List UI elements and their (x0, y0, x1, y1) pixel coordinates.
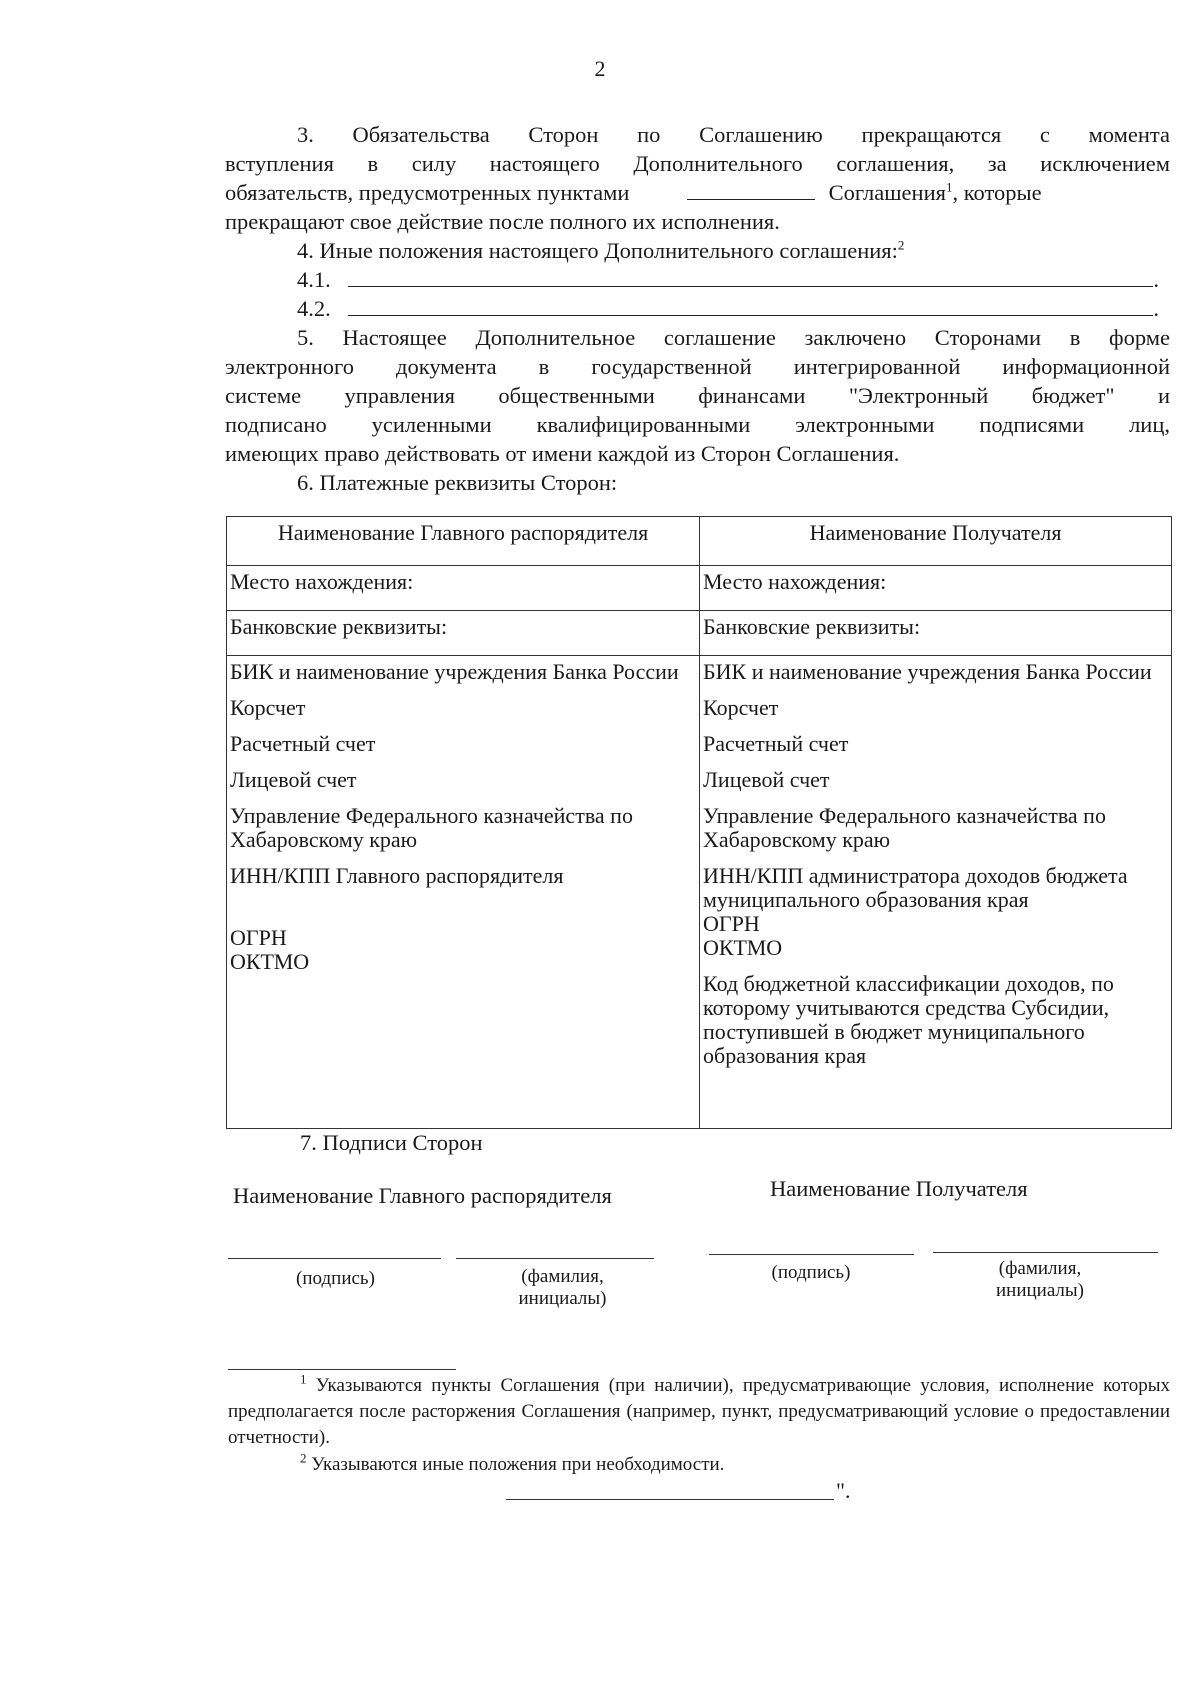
right-oktmo: ОКТМО (703, 935, 783, 960)
right-signature-caption: (подпись) (771, 1262, 851, 1283)
right-location: Место нахождения: (700, 566, 1172, 611)
signatures-heading: 7. Подписи Сторон (300, 1130, 483, 1155)
item4-1 (297, 265, 1159, 294)
points-blank (687, 181, 815, 200)
left-corr: Корсчет (230, 695, 306, 720)
item4-1-blank (348, 268, 1153, 287)
left-header: Наименование Главного распорядителя (227, 517, 700, 566)
right-bank: Банковские реквизиты: (700, 611, 1172, 656)
right-name-line (933, 1252, 1158, 1253)
item5-line3: системе управления общественными финансами "Электронный бюджет" и (225, 383, 1170, 408)
right-treasury: Управление Федерального казначейства по Хабаровскому краю (703, 803, 1106, 852)
item5-line5: имеющих право действовать от имени каждой из Сторон Соглашения. (225, 441, 900, 466)
right-bik: БИК и наименование учреждения Банка России (703, 659, 1152, 684)
item3-line3-a: обязательств, предусмотренных пунктами (225, 180, 630, 205)
footnote-ref-2: 2 (897, 237, 905, 253)
right-inn: ИНН/КПП администратора доходов бюджета муниципального образования края (703, 863, 1128, 912)
right-name-caption: (фамилия, инициалы) (995, 1258, 1084, 1301)
left-location: Место нахождения: (227, 566, 700, 611)
footnote-separator (228, 1369, 456, 1370)
right-party-title: Наименование Получателя (770, 1176, 1028, 1201)
item5-line2: электронного документа в государственной интегрированной информационной (225, 354, 1170, 379)
footnote-1-text: Указываются пункты Соглашения (при наличии), предусматривающие условия, исполнение которых предполагается после расторжения Соглашения (например, пункт, предусматривающий условие о предоставлении отчетности). (228, 1375, 1170, 1448)
left-details (227, 656, 700, 1129)
item3-line3 (225, 178, 1042, 207)
item3-line4: прекращают свое действие после полного их исполнения. (225, 209, 780, 234)
left-party-title: Наименование Главного распорядителя (233, 1183, 612, 1208)
item3-line2: вступления в силу настоящего Дополнительного соглашения, за исключением (225, 151, 1170, 176)
left-personal: Лицевой счет (230, 767, 357, 792)
left-bik: БИК и наименование учреждения Банка России (230, 659, 679, 684)
left-account: Расчетный счет (230, 731, 376, 756)
left-name-caption: (фамилия, инициалы) (518, 1266, 607, 1309)
item4-1-end: . (1153, 267, 1159, 292)
footnote-2-mark: 2 (300, 1450, 307, 1466)
page-number: 2 (594, 56, 606, 81)
left-inn: ИНН/КПП Главного распорядителя (230, 863, 564, 888)
table-row (227, 566, 1172, 611)
right-personal: Лицевой счет (703, 767, 830, 792)
right-account: Расчетный счет (703, 731, 849, 756)
left-name-line (456, 1258, 654, 1259)
table-row (227, 517, 1172, 566)
item4-text (297, 236, 904, 265)
item3-line1: 3. Обязательства Сторон по Соглашению прекращаются с момента (297, 122, 1170, 147)
closing-blank-line (506, 1499, 834, 1500)
footnote-ref-1: 1 (945, 179, 953, 195)
item4-2-blank (348, 297, 1153, 316)
footnote-2-text: Указываются иные положения при необходимости. (306, 1454, 725, 1475)
item4-label: 4. Иные положения настоящего Дополнительного соглашения: (297, 238, 898, 263)
item4-2-label: 4.2. (297, 296, 331, 321)
left-ogrn: ОГРН (230, 925, 287, 950)
left-signature-line (228, 1258, 441, 1259)
left-bank: Банковские реквизиты: (227, 611, 700, 656)
left-treasury: Управление Федерального казначейства по Хабаровскому краю (230, 803, 633, 852)
item6-text: 6. Платежные реквизиты Сторон: (297, 470, 618, 495)
right-signature-line (709, 1254, 914, 1255)
right-details (700, 656, 1172, 1129)
right-ogrn: ОГРН (703, 911, 760, 936)
table-row (227, 611, 1172, 656)
item4-2 (297, 294, 1159, 323)
right-corr: Корсчет (703, 695, 779, 720)
item3-line3-b: Соглашения (828, 180, 946, 205)
right-kbk: Код бюджетной классификации доходов, по которому учитываются средства Субсидии, поступившей в бюджет муниципального образования края (703, 971, 1114, 1068)
item4-1-label: 4.1. (297, 267, 331, 292)
table-row (227, 656, 1172, 1129)
item5-line4: подписано усиленными квалифицированными электронными подписями лиц, (225, 412, 1170, 437)
footnote-1 (228, 1373, 1170, 1451)
item4-2-end: . (1153, 296, 1159, 321)
left-signature-caption: (подпись) (296, 1268, 375, 1289)
left-oktmo: ОКТМО (230, 949, 310, 974)
footnote-1-mark: 1 (300, 1371, 307, 1387)
payment-details-table (226, 516, 1172, 1129)
item5-line1: 5. Настоящее Дополнительное соглашение заключено Сторонами в форме (297, 325, 1170, 350)
closing-quote: ". (836, 1478, 851, 1503)
right-header: Наименование Получателя (700, 517, 1172, 566)
footnote-2 (228, 1452, 1170, 1478)
item3-line3-c: , которые (952, 180, 1042, 205)
